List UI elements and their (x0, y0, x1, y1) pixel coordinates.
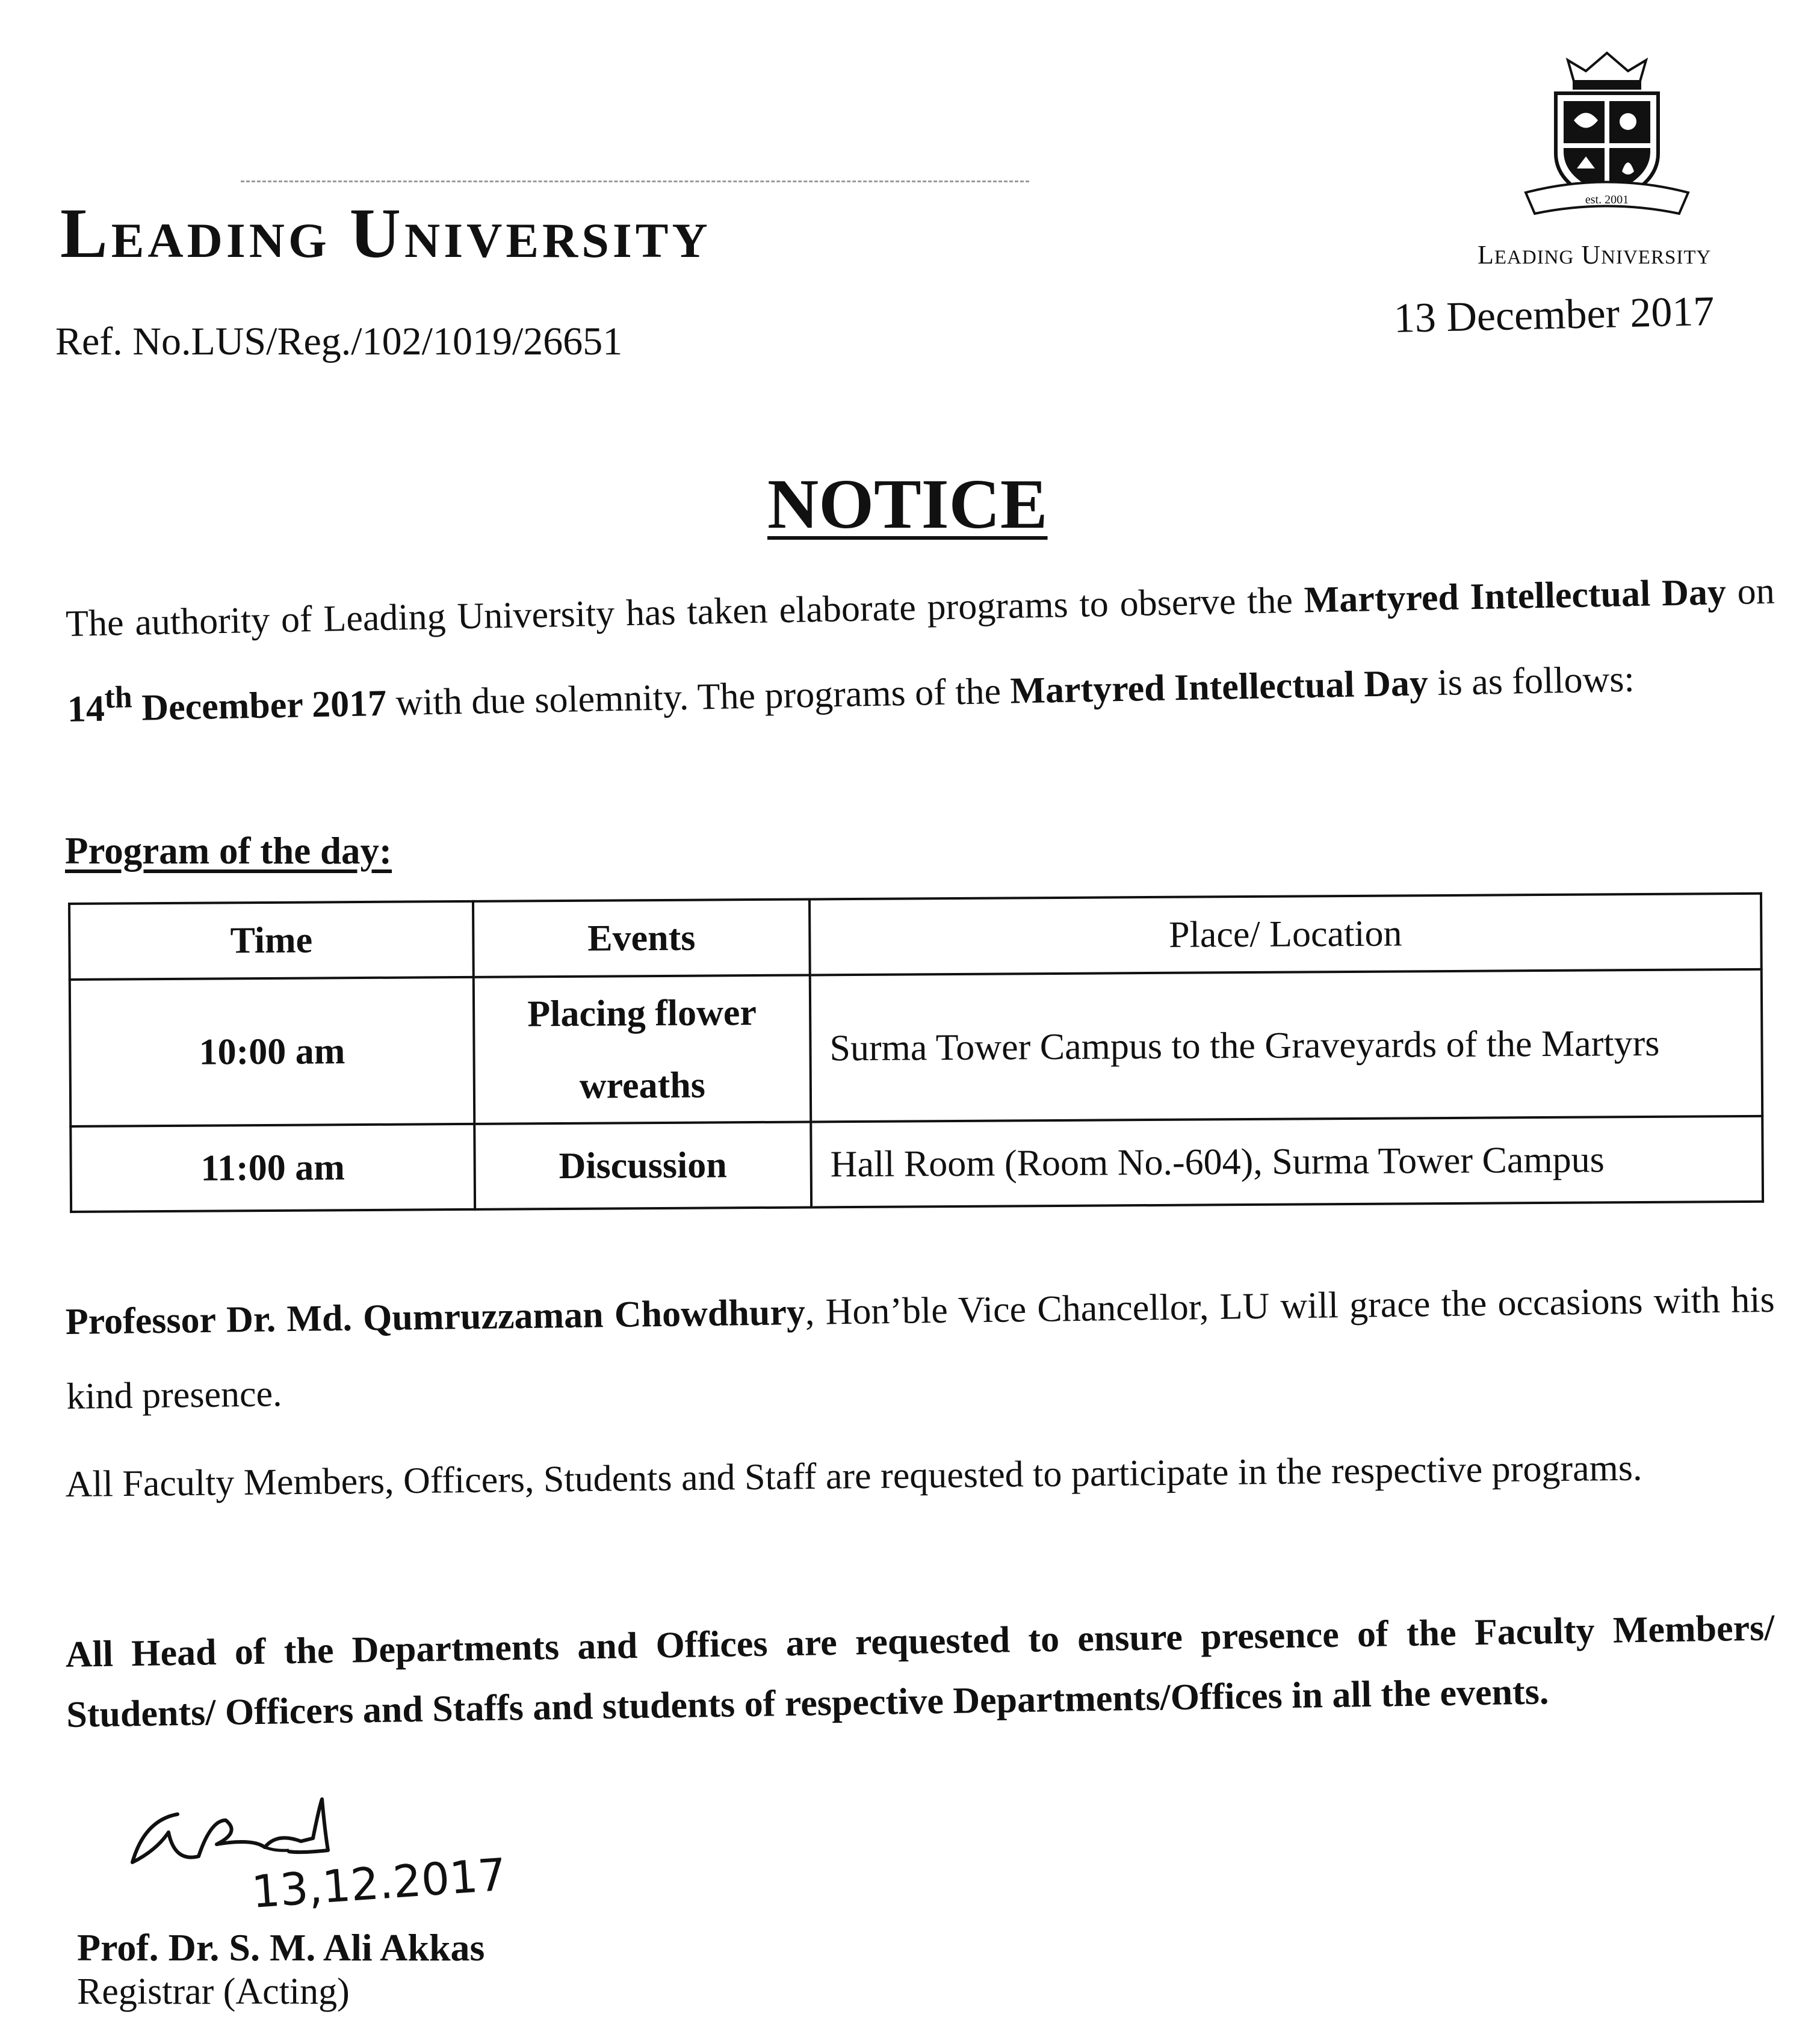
header-time: Time (69, 901, 474, 980)
row-event: Discussion (474, 1122, 811, 1209)
reference-number: Ref. No.LUS/Reg./102/1019/26651 (55, 320, 623, 363)
row-place: Surma Tower Campus to the Graveyards of the Martyrs (810, 969, 1762, 1122)
university-title (60, 193, 711, 274)
handwritten-signature (120, 1796, 578, 1923)
header-events: Events (473, 899, 810, 977)
notice-date: 13 December 2017 (1393, 288, 1715, 342)
signatory-title: Registrar (Acting) (77, 1971, 350, 2012)
university-crest-logo (1499, 48, 1715, 229)
row-place: Hall Room (Room No.-604), Surma Tower Campus (811, 1116, 1763, 1208)
title-initial-1: L (60, 194, 111, 273)
title-rest-2: NIVERSITY (404, 213, 711, 268)
crown-icon (1568, 53, 1646, 88)
department-heads-paragraph: All Head of the Departments and Offices are requested to ensure presence of the Faculty Members/ Students/ Officers and Staffs and students of respective Departments/Offices in all the events. (65, 1607, 1775, 1735)
crest-label: LEADING UNIVERSITY (1478, 240, 1712, 270)
ribbon-banner (1526, 182, 1688, 214)
program-heading: Program of the day: (65, 830, 392, 872)
table-row (70, 969, 1762, 1126)
notice-title: NOTICE (767, 465, 1048, 543)
signature-date: 13,12.2017 (250, 1848, 508, 1918)
crest-est: est. 2001 (1585, 193, 1629, 206)
program-table (68, 892, 1764, 1213)
title-rest-1: EADING (111, 213, 330, 268)
header-rule (241, 181, 1029, 182)
row-time: 10:00 am (70, 977, 474, 1126)
participation-paragraph: All Faculty Members, Officers, Students and Staff are requested to participate in the respective programs. (65, 1447, 1642, 1505)
intro-paragraph: The authority of Leading University has taken elaborate programs to observe the Martyred Intellectual Day on 14th December 2017 with due solemnity. The programs of the Martyred Intellectual Day is as follows: (65, 570, 1775, 730)
row-time: 11:00 am (70, 1124, 475, 1212)
header-place: Place/ Location (809, 894, 1762, 975)
table-header-row (69, 894, 1762, 980)
title-initial-2: U (349, 194, 404, 273)
signatory-name: Prof. Dr. S. M. Ali Akkas (77, 1926, 485, 1969)
row-event: Placing flower wreaths (474, 975, 811, 1123)
table-row (70, 1116, 1763, 1212)
vice-chancellor-paragraph: Professor Dr. Md. Qumruzzaman Chowdhury, Hon’ble Vice Chancellor, LU will grace the occasions with his kind presence. (65, 1279, 1775, 1417)
